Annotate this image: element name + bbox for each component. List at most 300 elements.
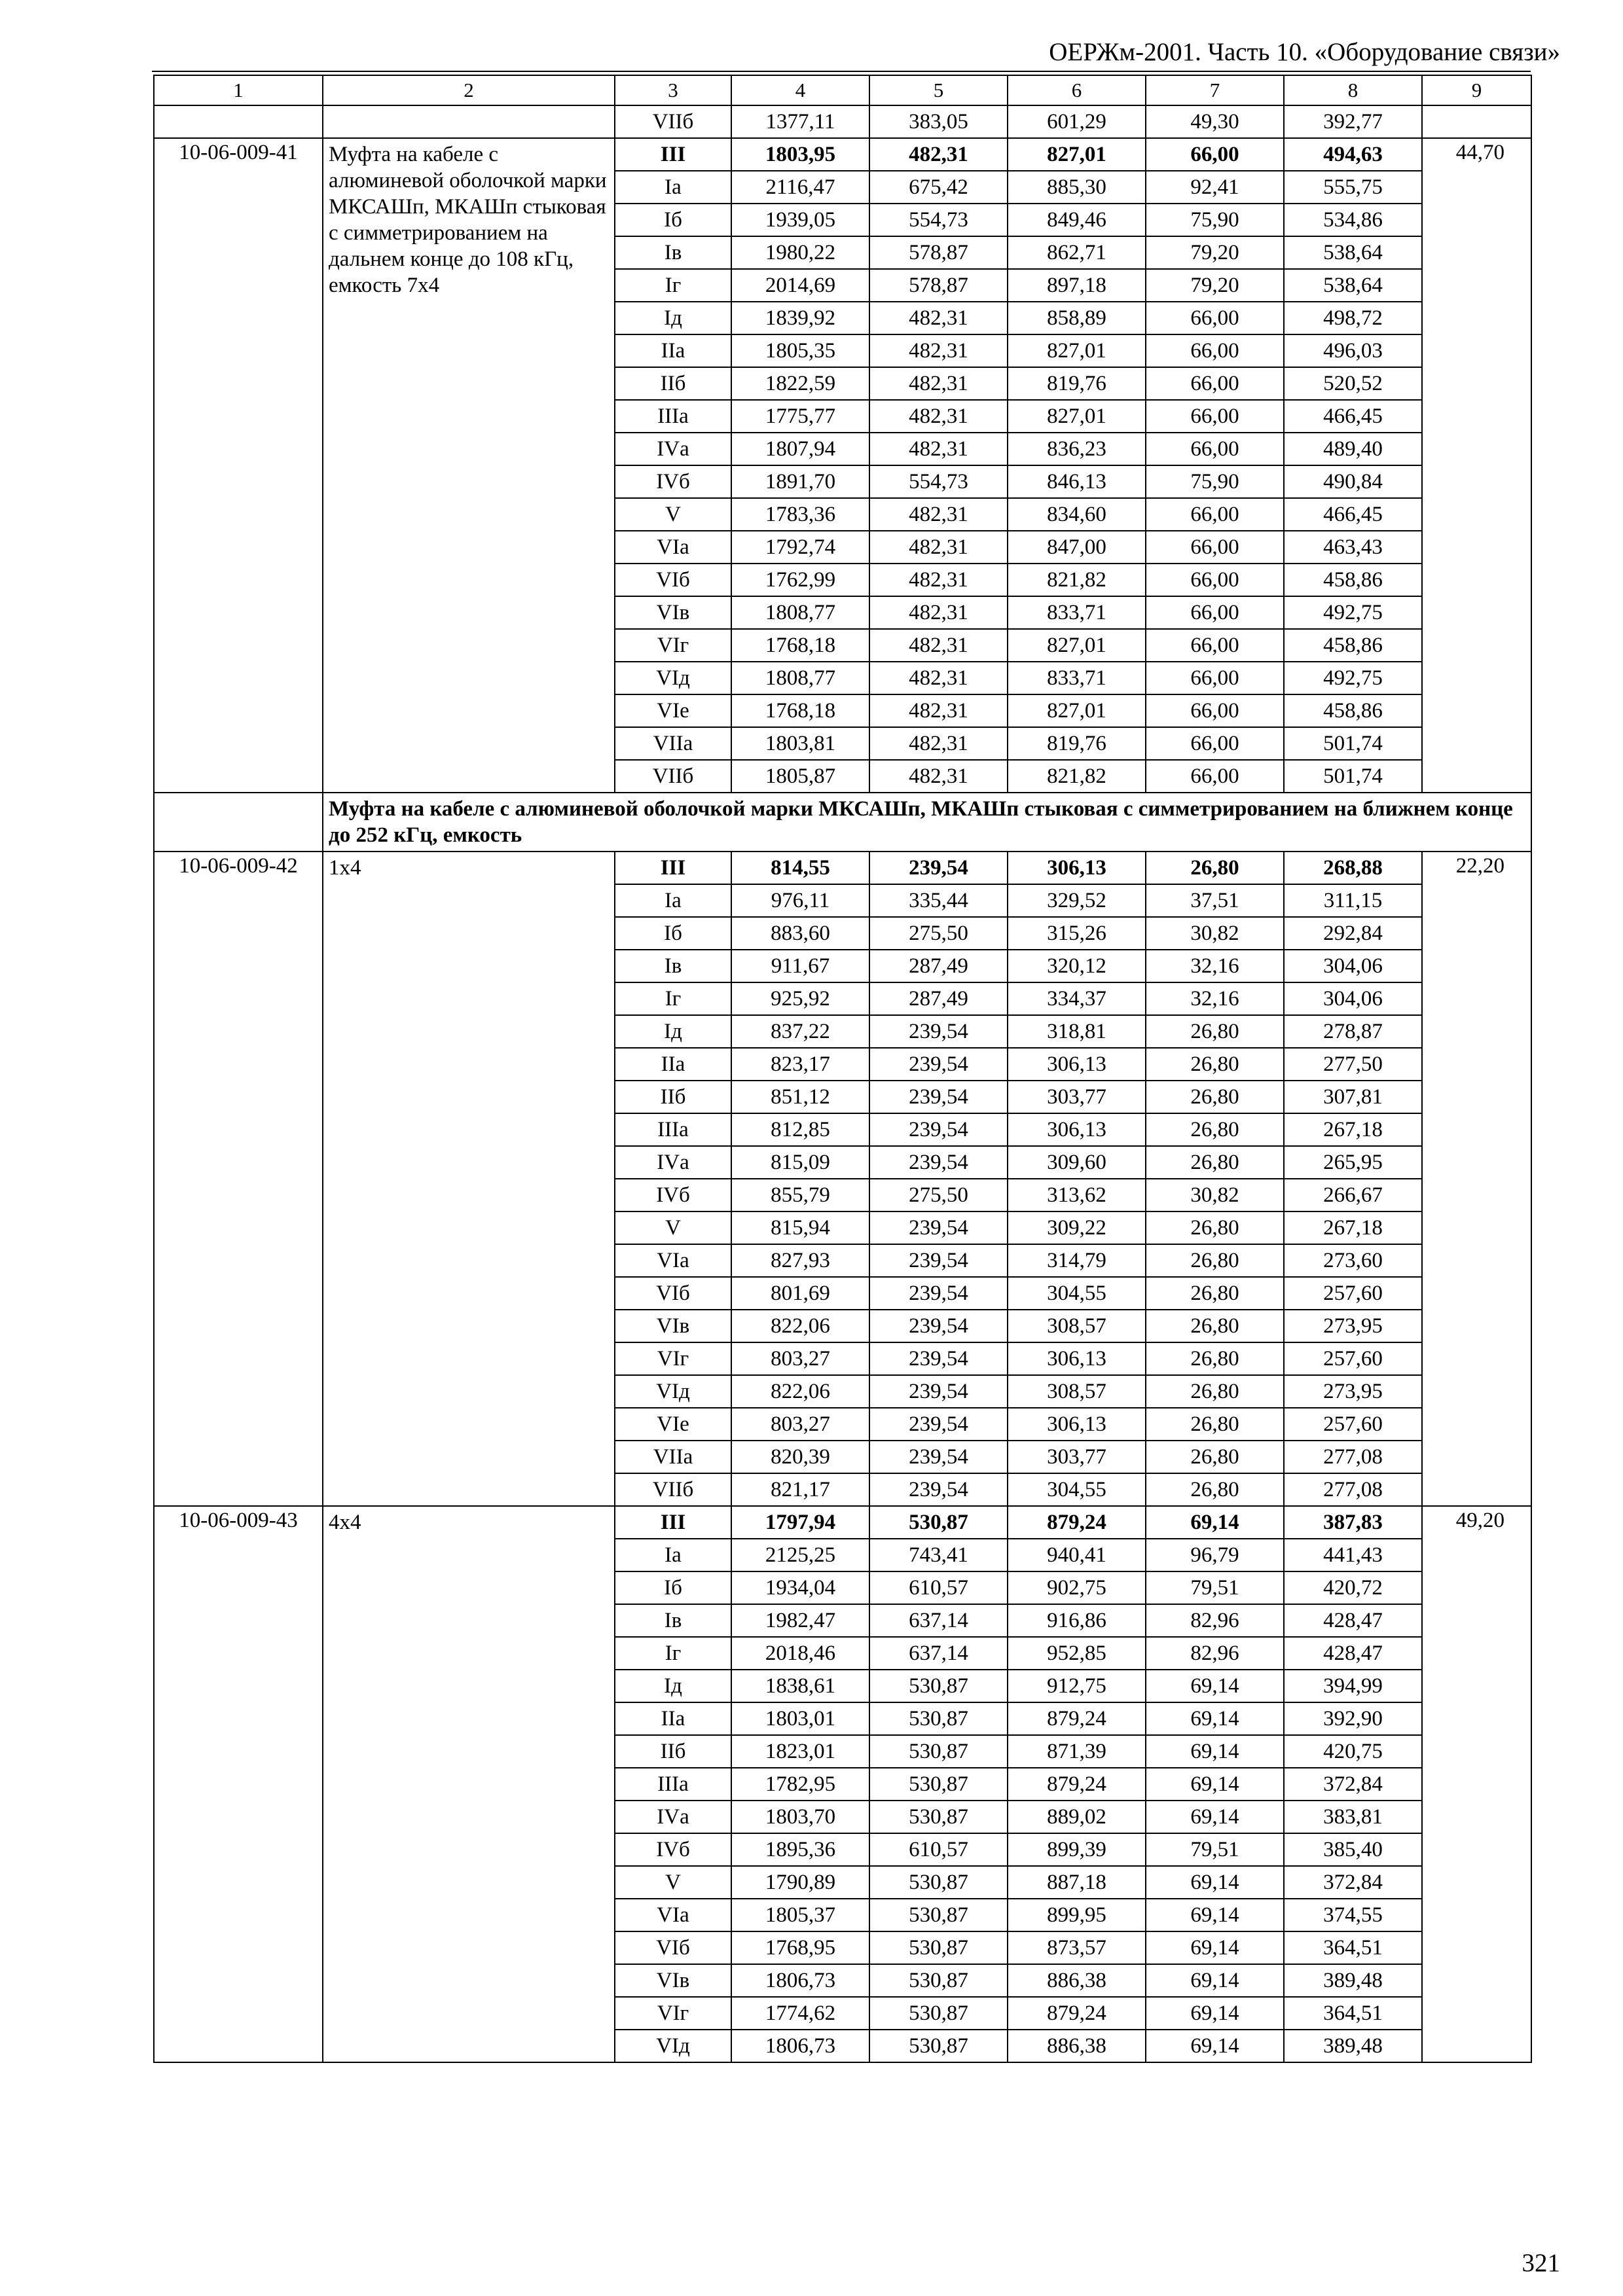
value-cell-c6: 309,60: [1008, 1146, 1146, 1179]
value-cell-c6: 334,37: [1008, 982, 1146, 1015]
value-cell-c7: 66,00: [1146, 727, 1284, 760]
section-title: Муфта на кабеле с алюминевой оболочкой марки МКСАШп, МКАШп стыковая с симметрированием на ближнем конце до 252 кГц, емкость: [323, 793, 1531, 852]
value-cell-c7: 75,90: [1146, 204, 1284, 236]
zone-cell: VIIа: [615, 1441, 731, 1473]
value-cell-c6: 306,13: [1008, 852, 1146, 884]
value-cell-c4: 1783,36: [731, 498, 869, 531]
value-cell-c7: 92,41: [1146, 171, 1284, 204]
value-cell-c4: 1939,05: [731, 204, 869, 236]
value-cell-c5: 482,31: [869, 433, 1008, 465]
value-cell-c5: 637,14: [869, 1604, 1008, 1637]
value-cell-c4: 1762,99: [731, 564, 869, 596]
value-cell-c7: 26,80: [1146, 1244, 1284, 1277]
zone-cell: VIг: [615, 629, 731, 662]
value-cell-c5: 482,31: [869, 400, 1008, 433]
value-cell-c6: 873,57: [1008, 1931, 1146, 1964]
value-cell-c8: 307,81: [1284, 1081, 1422, 1113]
value-cell-c6: 902,75: [1008, 1571, 1146, 1604]
value-cell-c4: 1805,35: [731, 334, 869, 367]
value-cell-c7: 69,14: [1146, 1768, 1284, 1801]
value-cell-c4: 1982,47: [731, 1604, 869, 1637]
value-cell-c7: 66,00: [1146, 400, 1284, 433]
zone-cell: IVа: [615, 433, 731, 465]
value-cell-c8: 278,87: [1284, 1015, 1422, 1048]
zone-cell: IIб: [615, 367, 731, 400]
value-cell-c8: 273,95: [1284, 1310, 1422, 1342]
value-cell-c7: 66,00: [1146, 564, 1284, 596]
value-cell-c5: 637,14: [869, 1637, 1008, 1670]
value-cell-c6: 879,24: [1008, 1506, 1146, 1539]
value-cell-c4: 2014,69: [731, 269, 869, 302]
value-cell-c5: 675,42: [869, 171, 1008, 204]
value-cell-c7: 66,00: [1146, 498, 1284, 531]
value-cell-c4: 814,55: [731, 852, 869, 884]
value-cell-c5: 530,87: [869, 1768, 1008, 1801]
value-cell-c4: 827,93: [731, 1244, 869, 1277]
value-cell-c5: 482,31: [869, 694, 1008, 727]
value-cell-c4: 801,69: [731, 1277, 869, 1310]
value-cell-c8: 394,99: [1284, 1670, 1422, 1702]
value-cell-c5: 482,31: [869, 138, 1008, 171]
value-cell-c7: 82,96: [1146, 1637, 1284, 1670]
value-cell-c4: 837,22: [731, 1015, 869, 1048]
value-cell-c6: 916,86: [1008, 1604, 1146, 1637]
zone-cell: VIIб: [615, 1473, 731, 1506]
zone-cell: IIа: [615, 334, 731, 367]
value-cell-c8: 304,06: [1284, 982, 1422, 1015]
zone-cell: Iд: [615, 1670, 731, 1702]
value-cell-c6: 314,79: [1008, 1244, 1146, 1277]
value-cell-c5: 239,54: [869, 1408, 1008, 1441]
value-cell-c7: 79,20: [1146, 236, 1284, 269]
value-cell-c7: 26,80: [1146, 1081, 1284, 1113]
value-cell-c5: 239,54: [869, 1211, 1008, 1244]
value-cell-c7: 32,16: [1146, 950, 1284, 982]
value-cell-c8: 489,40: [1284, 433, 1422, 465]
value-cell-c8: 466,45: [1284, 400, 1422, 433]
norms-table: [153, 75, 1532, 2063]
value-cell-c8: 311,15: [1284, 884, 1422, 917]
value-cell-c8: 266,67: [1284, 1179, 1422, 1211]
value-cell-c7: 66,00: [1146, 531, 1284, 564]
zone-cell: VIIб: [615, 760, 731, 793]
column-number: 8: [1284, 75, 1422, 105]
zone-cell: VIа: [615, 531, 731, 564]
zone-cell: Iа: [615, 884, 731, 917]
value-cell-c8: 265,95: [1284, 1146, 1422, 1179]
value-cell-c6: 827,01: [1008, 334, 1146, 367]
zone-cell: IVб: [615, 465, 731, 498]
value-cell-c8: 534,86: [1284, 204, 1422, 236]
value-cell-c8: 458,86: [1284, 694, 1422, 727]
zone-cell: Iа: [615, 1539, 731, 1571]
value-cell-c8: 292,84: [1284, 917, 1422, 950]
value-cell-c8: 458,86: [1284, 629, 1422, 662]
column-number: 2: [323, 75, 615, 105]
value-cell-c6: 308,57: [1008, 1310, 1146, 1342]
value-cell-c4: 815,94: [731, 1211, 869, 1244]
value-cell-c5: 482,31: [869, 498, 1008, 531]
value-cell-c4: 803,27: [731, 1408, 869, 1441]
zone-cell: IIIа: [615, 400, 731, 433]
zone-cell: Iа: [615, 171, 731, 204]
value-cell-c7: 69,14: [1146, 1964, 1284, 1997]
zone-cell: VIе: [615, 694, 731, 727]
value-cell-c5: 482,31: [869, 531, 1008, 564]
column-number: 7: [1146, 75, 1284, 105]
value-cell-c8: 498,72: [1284, 302, 1422, 334]
table-row: [154, 852, 1531, 884]
value-cell-c6: 889,02: [1008, 1801, 1146, 1833]
value-cell-c6: 306,13: [1008, 1113, 1146, 1146]
value-cell-c6: 940,41: [1008, 1539, 1146, 1571]
value-cell-c6: 879,24: [1008, 1702, 1146, 1735]
value-cell-c7: 26,80: [1146, 1113, 1284, 1146]
value-cell-c6: 885,30: [1008, 171, 1146, 204]
zone-cell: VIд: [615, 1375, 731, 1408]
value-cell-c8: 273,95: [1284, 1375, 1422, 1408]
value-cell-c6: 303,77: [1008, 1441, 1146, 1473]
value-cell-c8: 277,50: [1284, 1048, 1422, 1081]
value-cell-c7: 69,14: [1146, 1997, 1284, 2030]
zone-cell: IIIа: [615, 1113, 731, 1146]
zone-cell: VIIа: [615, 727, 731, 760]
zone-cell: VIв: [615, 596, 731, 629]
value-cell-c5: 578,87: [869, 269, 1008, 302]
value-cell-c4: 1839,92: [731, 302, 869, 334]
value-cell-c7: 69,14: [1146, 1866, 1284, 1899]
value-cell-c7: 66,00: [1146, 760, 1284, 793]
table-row: [154, 138, 1531, 171]
value-cell-c8: 389,48: [1284, 1964, 1422, 1997]
value-cell-c6: 827,01: [1008, 694, 1146, 727]
zone-cell: VIа: [615, 1899, 731, 1931]
empty-cell: [154, 793, 323, 852]
value-cell-c6: 879,24: [1008, 1768, 1146, 1801]
value-cell-c5: 239,54: [869, 1015, 1008, 1048]
value-cell-c6: 601,29: [1008, 105, 1146, 138]
value-cell-c8: 383,81: [1284, 1801, 1422, 1833]
zone-cell: VIг: [615, 1342, 731, 1375]
value-cell-c4: 1808,77: [731, 662, 869, 694]
value-cell-c6: 847,00: [1008, 531, 1146, 564]
column-number: 3: [615, 75, 731, 105]
value-cell-c7: 69,14: [1146, 1670, 1284, 1702]
value-cell-c6: 886,38: [1008, 1964, 1146, 1997]
value-cell-c8: 494,63: [1284, 138, 1422, 171]
value-cell-c6: 833,71: [1008, 596, 1146, 629]
value-cell-c4: 823,17: [731, 1048, 869, 1081]
column-number: 1: [154, 75, 323, 105]
value-cell-c7: 32,16: [1146, 982, 1284, 1015]
value-cell-c7: 26,80: [1146, 1211, 1284, 1244]
value-cell-c7: 82,96: [1146, 1604, 1284, 1637]
value-cell-c4: 1805,87: [731, 760, 869, 793]
value-cell-c8: 277,08: [1284, 1473, 1422, 1506]
value-cell-c8: 492,75: [1284, 662, 1422, 694]
zone-cell: V: [615, 1211, 731, 1244]
value-cell-c7: 26,80: [1146, 1408, 1284, 1441]
value-cell-c5: 239,54: [869, 1473, 1008, 1506]
value-cell-c8: 441,43: [1284, 1539, 1422, 1571]
value-cell-c5: 482,31: [869, 564, 1008, 596]
value-cell-c6: 306,13: [1008, 1048, 1146, 1081]
value-cell-c6: 887,18: [1008, 1866, 1146, 1899]
zone-cell: VIд: [615, 662, 731, 694]
value-cell-c8: 420,75: [1284, 1735, 1422, 1768]
value-cell-c5: 482,31: [869, 302, 1008, 334]
value-cell-c5: 530,87: [869, 1964, 1008, 1997]
value-cell-c5: 239,54: [869, 1113, 1008, 1146]
value-cell-c6: 862,71: [1008, 236, 1146, 269]
value-cell-c7: 69,14: [1146, 1735, 1284, 1768]
value-cell-c6: 827,01: [1008, 400, 1146, 433]
value-cell-c5: 530,87: [869, 2030, 1008, 2062]
value-cell-c6: 912,75: [1008, 1670, 1146, 1702]
value-cell-c7: 66,00: [1146, 662, 1284, 694]
value-cell-c8: 372,84: [1284, 1768, 1422, 1801]
value-cell-c8: 389,48: [1284, 2030, 1422, 2062]
value-cell-c4: 1806,73: [731, 1964, 869, 1997]
value-cell-c5: 610,57: [869, 1571, 1008, 1604]
table-body: [154, 75, 1531, 2062]
value-cell-c7: 69,14: [1146, 2030, 1284, 2062]
value-cell-c6: 846,13: [1008, 465, 1146, 498]
header-rule: [152, 71, 1531, 72]
value-cell-c4: 1807,94: [731, 433, 869, 465]
column-number-row: [154, 75, 1531, 105]
zone-cell: IVб: [615, 1833, 731, 1866]
value-cell-c4: 1768,95: [731, 1931, 869, 1964]
zone-cell: III: [615, 138, 731, 171]
value-cell-c6: 819,76: [1008, 367, 1146, 400]
value-cell-c7: 79,51: [1146, 1571, 1284, 1604]
zone-cell: VIб: [615, 564, 731, 596]
zone-cell: IIIа: [615, 1768, 731, 1801]
value-cell-c7: 26,80: [1146, 1342, 1284, 1375]
value-cell-c4: 803,27: [731, 1342, 869, 1375]
section-heading-row: [154, 793, 1531, 852]
value-cell-c7: 79,20: [1146, 269, 1284, 302]
value-cell-c8: 273,60: [1284, 1244, 1422, 1277]
value-cell-c6: 304,55: [1008, 1277, 1146, 1310]
value-cell-c7: 26,80: [1146, 1048, 1284, 1081]
zone-cell: Iв: [615, 236, 731, 269]
value-cell-c6: 309,22: [1008, 1211, 1146, 1244]
value-cell-c7: 26,80: [1146, 1441, 1284, 1473]
value-cell-c5: 578,87: [869, 236, 1008, 269]
value-cell-c7: 26,80: [1146, 1015, 1284, 1048]
empty-cell: [323, 105, 615, 138]
value-cell-c8: 277,08: [1284, 1441, 1422, 1473]
value-cell-c4: 1895,36: [731, 1833, 869, 1866]
item-code: 10-06-009-43: [154, 1506, 323, 2062]
zone-cell: Iб: [615, 1571, 731, 1604]
value-cell-c6: 821,82: [1008, 760, 1146, 793]
value-cell-c7: 75,90: [1146, 465, 1284, 498]
value-cell-c8: 466,45: [1284, 498, 1422, 531]
zone-cell: III: [615, 852, 731, 884]
value-cell-c6: 819,76: [1008, 727, 1146, 760]
value-cell-c4: 855,79: [731, 1179, 869, 1211]
zone-cell: Iб: [615, 204, 731, 236]
value-cell-c8: 538,64: [1284, 269, 1422, 302]
value-cell-c8: 538,64: [1284, 236, 1422, 269]
value-cell-c5: 530,87: [869, 1997, 1008, 2030]
zone-cell: Iв: [615, 1604, 731, 1637]
value-cell-c5: 482,31: [869, 629, 1008, 662]
value-cell-c4: 815,09: [731, 1146, 869, 1179]
value-cell-c8: 520,52: [1284, 367, 1422, 400]
value-cell-c5: 275,50: [869, 917, 1008, 950]
value-cell-c7: 49,30: [1146, 105, 1284, 138]
value-cell-c4: 976,11: [731, 884, 869, 917]
value-cell-c5: 239,54: [869, 852, 1008, 884]
zone-cell: VIб: [615, 1277, 731, 1310]
page-header: ОЕРЖм-2001. Часть 10. «Оборудование связи»: [1049, 38, 1560, 66]
value-cell-c6: 303,77: [1008, 1081, 1146, 1113]
value-cell-c8: 304,06: [1284, 950, 1422, 982]
item-description: Муфта на кабеле с алюминевой оболочкой марки МКСАШп, МКАШп стыковая с симметрированием на дальнем конце до 108 кГц, емкость 7х4: [323, 138, 615, 793]
value-cell-c4: 1790,89: [731, 1866, 869, 1899]
value-cell-c5: 287,49: [869, 982, 1008, 1015]
value-cell-c4: 821,17: [731, 1473, 869, 1506]
value-cell-c5: 482,31: [869, 727, 1008, 760]
zone-cell: Iд: [615, 302, 731, 334]
value-cell-c6: 304,55: [1008, 1473, 1146, 1506]
value-cell-c7: 79,51: [1146, 1833, 1284, 1866]
zone-cell: Iд: [615, 1015, 731, 1048]
item-labor-cost: 22,20: [1422, 852, 1531, 1506]
value-cell-c7: 37,51: [1146, 884, 1284, 917]
value-cell-c7: 96,79: [1146, 1539, 1284, 1571]
value-cell-c6: 318,81: [1008, 1015, 1146, 1048]
value-cell-c4: 1838,61: [731, 1670, 869, 1702]
value-cell-c8: 257,60: [1284, 1342, 1422, 1375]
value-cell-c7: 26,80: [1146, 1146, 1284, 1179]
table-row: [154, 105, 1531, 138]
value-cell-c7: 66,00: [1146, 596, 1284, 629]
value-cell-c5: 239,54: [869, 1244, 1008, 1277]
value-cell-c7: 66,00: [1146, 138, 1284, 171]
zone-cell: IVа: [615, 1146, 731, 1179]
value-cell-c6: 899,95: [1008, 1899, 1146, 1931]
value-cell-c7: 26,80: [1146, 1473, 1284, 1506]
value-cell-c4: 1774,62: [731, 1997, 869, 2030]
value-cell-c7: 66,00: [1146, 302, 1284, 334]
value-cell-c6: 871,39: [1008, 1735, 1146, 1768]
value-cell-c6: 897,18: [1008, 269, 1146, 302]
value-cell-c5: 287,49: [869, 950, 1008, 982]
value-cell-c7: 69,14: [1146, 1931, 1284, 1964]
value-cell-c4: 1980,22: [731, 236, 869, 269]
value-cell-c5: 482,31: [869, 662, 1008, 694]
value-cell-c8: 257,60: [1284, 1408, 1422, 1441]
value-cell-c6: 899,39: [1008, 1833, 1146, 1866]
zone-cell: IIб: [615, 1081, 731, 1113]
column-number: 9: [1422, 75, 1531, 105]
value-cell-c6: 886,38: [1008, 2030, 1146, 2062]
zone-cell: Iв: [615, 950, 731, 982]
value-cell-c4: 822,06: [731, 1375, 869, 1408]
value-cell-c4: 1797,94: [731, 1506, 869, 1539]
zone-cell: V: [615, 1866, 731, 1899]
zone-cell: IIа: [615, 1702, 731, 1735]
value-cell-c5: 482,31: [869, 596, 1008, 629]
item-description: 4х4: [323, 1506, 615, 2062]
value-cell-c5: 239,54: [869, 1441, 1008, 1473]
page-number: 321: [1522, 2249, 1560, 2277]
value-cell-c4: 1377,11: [731, 105, 869, 138]
value-cell-c4: 1822,59: [731, 367, 869, 400]
zone-cell: IIб: [615, 1735, 731, 1768]
value-cell-c6: 306,13: [1008, 1408, 1146, 1441]
value-cell-c5: 530,87: [869, 1899, 1008, 1931]
zone-cell: VIг: [615, 1997, 731, 2030]
value-cell-c5: 239,54: [869, 1048, 1008, 1081]
value-cell-c7: 69,14: [1146, 1801, 1284, 1833]
value-cell-c4: 1891,70: [731, 465, 869, 498]
zone-cell: VIа: [615, 1244, 731, 1277]
zone-cell: VIе: [615, 1408, 731, 1441]
value-cell-c4: 911,67: [731, 950, 869, 982]
value-cell-c7: 30,82: [1146, 1179, 1284, 1211]
value-cell-c8: 492,75: [1284, 596, 1422, 629]
value-cell-c5: 482,31: [869, 334, 1008, 367]
value-cell-c7: 26,80: [1146, 852, 1284, 884]
value-cell-c5: 554,73: [869, 465, 1008, 498]
value-cell-c6: 827,01: [1008, 138, 1146, 171]
value-cell-c8: 364,51: [1284, 1997, 1422, 2030]
value-cell-c7: 66,00: [1146, 629, 1284, 662]
value-cell-c5: 239,54: [869, 1375, 1008, 1408]
value-cell-c7: 69,14: [1146, 1899, 1284, 1931]
value-cell-c5: 554,73: [869, 204, 1008, 236]
value-cell-c8: 501,74: [1284, 760, 1422, 793]
value-cell-c8: 374,55: [1284, 1899, 1422, 1931]
value-cell-c7: 66,00: [1146, 367, 1284, 400]
value-cell-c5: 530,87: [869, 1506, 1008, 1539]
value-cell-c8: 428,47: [1284, 1604, 1422, 1637]
value-cell-c6: 849,46: [1008, 204, 1146, 236]
value-cell-c8: 267,18: [1284, 1113, 1422, 1146]
zone-cell: VIв: [615, 1964, 731, 1997]
value-cell-c7: 66,00: [1146, 433, 1284, 465]
value-cell-c4: 812,85: [731, 1113, 869, 1146]
item-code: 10-06-009-42: [154, 852, 323, 1506]
zone-cell: Iб: [615, 917, 731, 950]
table-row: [154, 1506, 1531, 1539]
value-cell-c8: 392,90: [1284, 1702, 1422, 1735]
value-cell-c8: 496,03: [1284, 334, 1422, 367]
value-cell-c4: 1823,01: [731, 1735, 869, 1768]
zone-cell: IVа: [615, 1801, 731, 1833]
value-cell-c6: 308,57: [1008, 1375, 1146, 1408]
value-cell-c6: 329,52: [1008, 884, 1146, 917]
value-cell-c7: 66,00: [1146, 334, 1284, 367]
zone-cell: IIа: [615, 1048, 731, 1081]
value-cell-c5: 239,54: [869, 1146, 1008, 1179]
value-cell-c6: 827,01: [1008, 629, 1146, 662]
value-cell-c7: 26,80: [1146, 1310, 1284, 1342]
value-cell-c6: 315,26: [1008, 917, 1146, 950]
value-cell-c4: 1782,95: [731, 1768, 869, 1801]
value-cell-c4: 1805,37: [731, 1899, 869, 1931]
column-number: 6: [1008, 75, 1146, 105]
value-cell-c5: 530,87: [869, 1801, 1008, 1833]
value-cell-c6: 836,23: [1008, 433, 1146, 465]
value-cell-c4: 2125,25: [731, 1539, 869, 1571]
